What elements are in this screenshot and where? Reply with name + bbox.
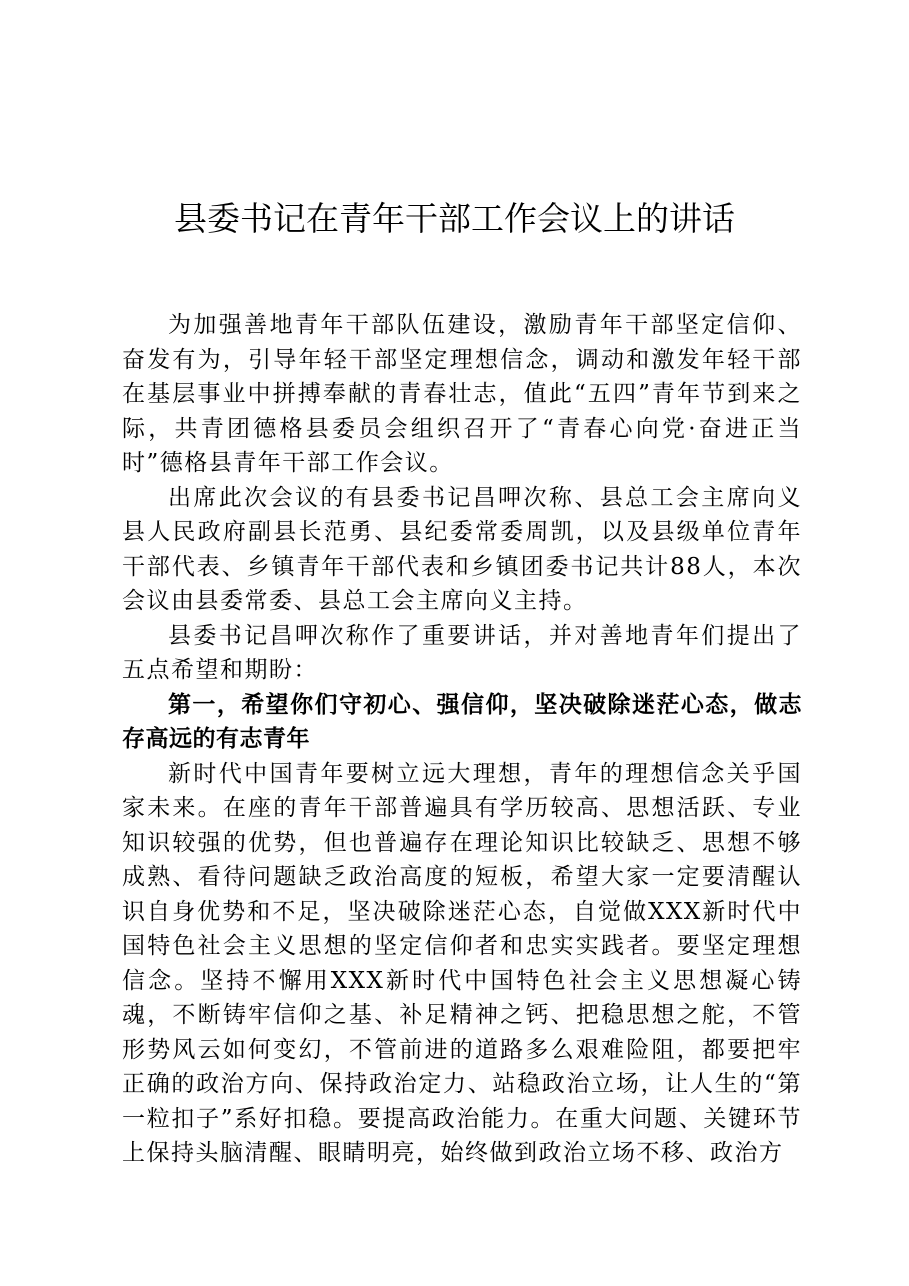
paragraph-intro: 为加强善地青年干部队伍建设，激励青年干部坚定信仰、奋发有为，引导年轻干部坚定理想信念，调动和激发年轻干部在基层事业中拼搏奉献的青春壮志，值此“五四”青年节到来之际，共青团德格县委员会组织召开了“青春心向党·奋进正当时”德格县青年干部工作会议。 [122,312,802,476]
section-heading-first: 第一，希望你们守初心、强信仰，坚决破除迷茫心态，做志存高远的有志青年 [122,691,802,752]
paragraph-attendees: 出席此次会议的有县委书记昌呷次称、县总工会主席向义县人民政府副县长范勇、县纪委常委周凯，以及县级单位青年干部代表、乡镇青年干部代表和乡镇团委书记共计88人，本次会议由县委常委、县总工会主席向义主持。 [122,484,802,614]
paragraph-first-section: 新时代中国青年要树立远大理想，青年的理想信念关乎国家未来。在座的青年干部普遍具有学历较高、思想活跃、专业知识较强的优势，但也普遍存在理论知识比较缺乏、思想不够成熟、看待问题缺乏政治高度的短板，希望大家一定要清醒认识自身优势和不足，坚决破除迷茫心态，自觉做XXX新时代中国特色社会主义思想的坚定信仰者和忠实实践者。要坚定理想信念。坚持不懈用XXX新时代中国特色社会主义思想凝心铸魂，不断铸牢信仰之基、补足精神之钙、把稳思想之舵，不管形势风云如何变幻，不管前进的道路多么艰难险阻，都要把牢正确的政治方向、保持政治定力、站稳政治立场，让人生的“第一粒扣子”系好扣稳。要提高政治能力。在重大问题、关键环节上保持头脑清醒、眼睛明亮，始终做到政治立场不移、政治方 [122,760,802,1166]
paragraph-expectations: 县委书记昌呷次称作了重要讲话，并对善地青年们提出了五点希望和期盼： [122,622,802,683]
document-body [122,308,802,1171]
document-title: 县委书记在青年干部工作会议上的讲话 [174,199,735,238]
